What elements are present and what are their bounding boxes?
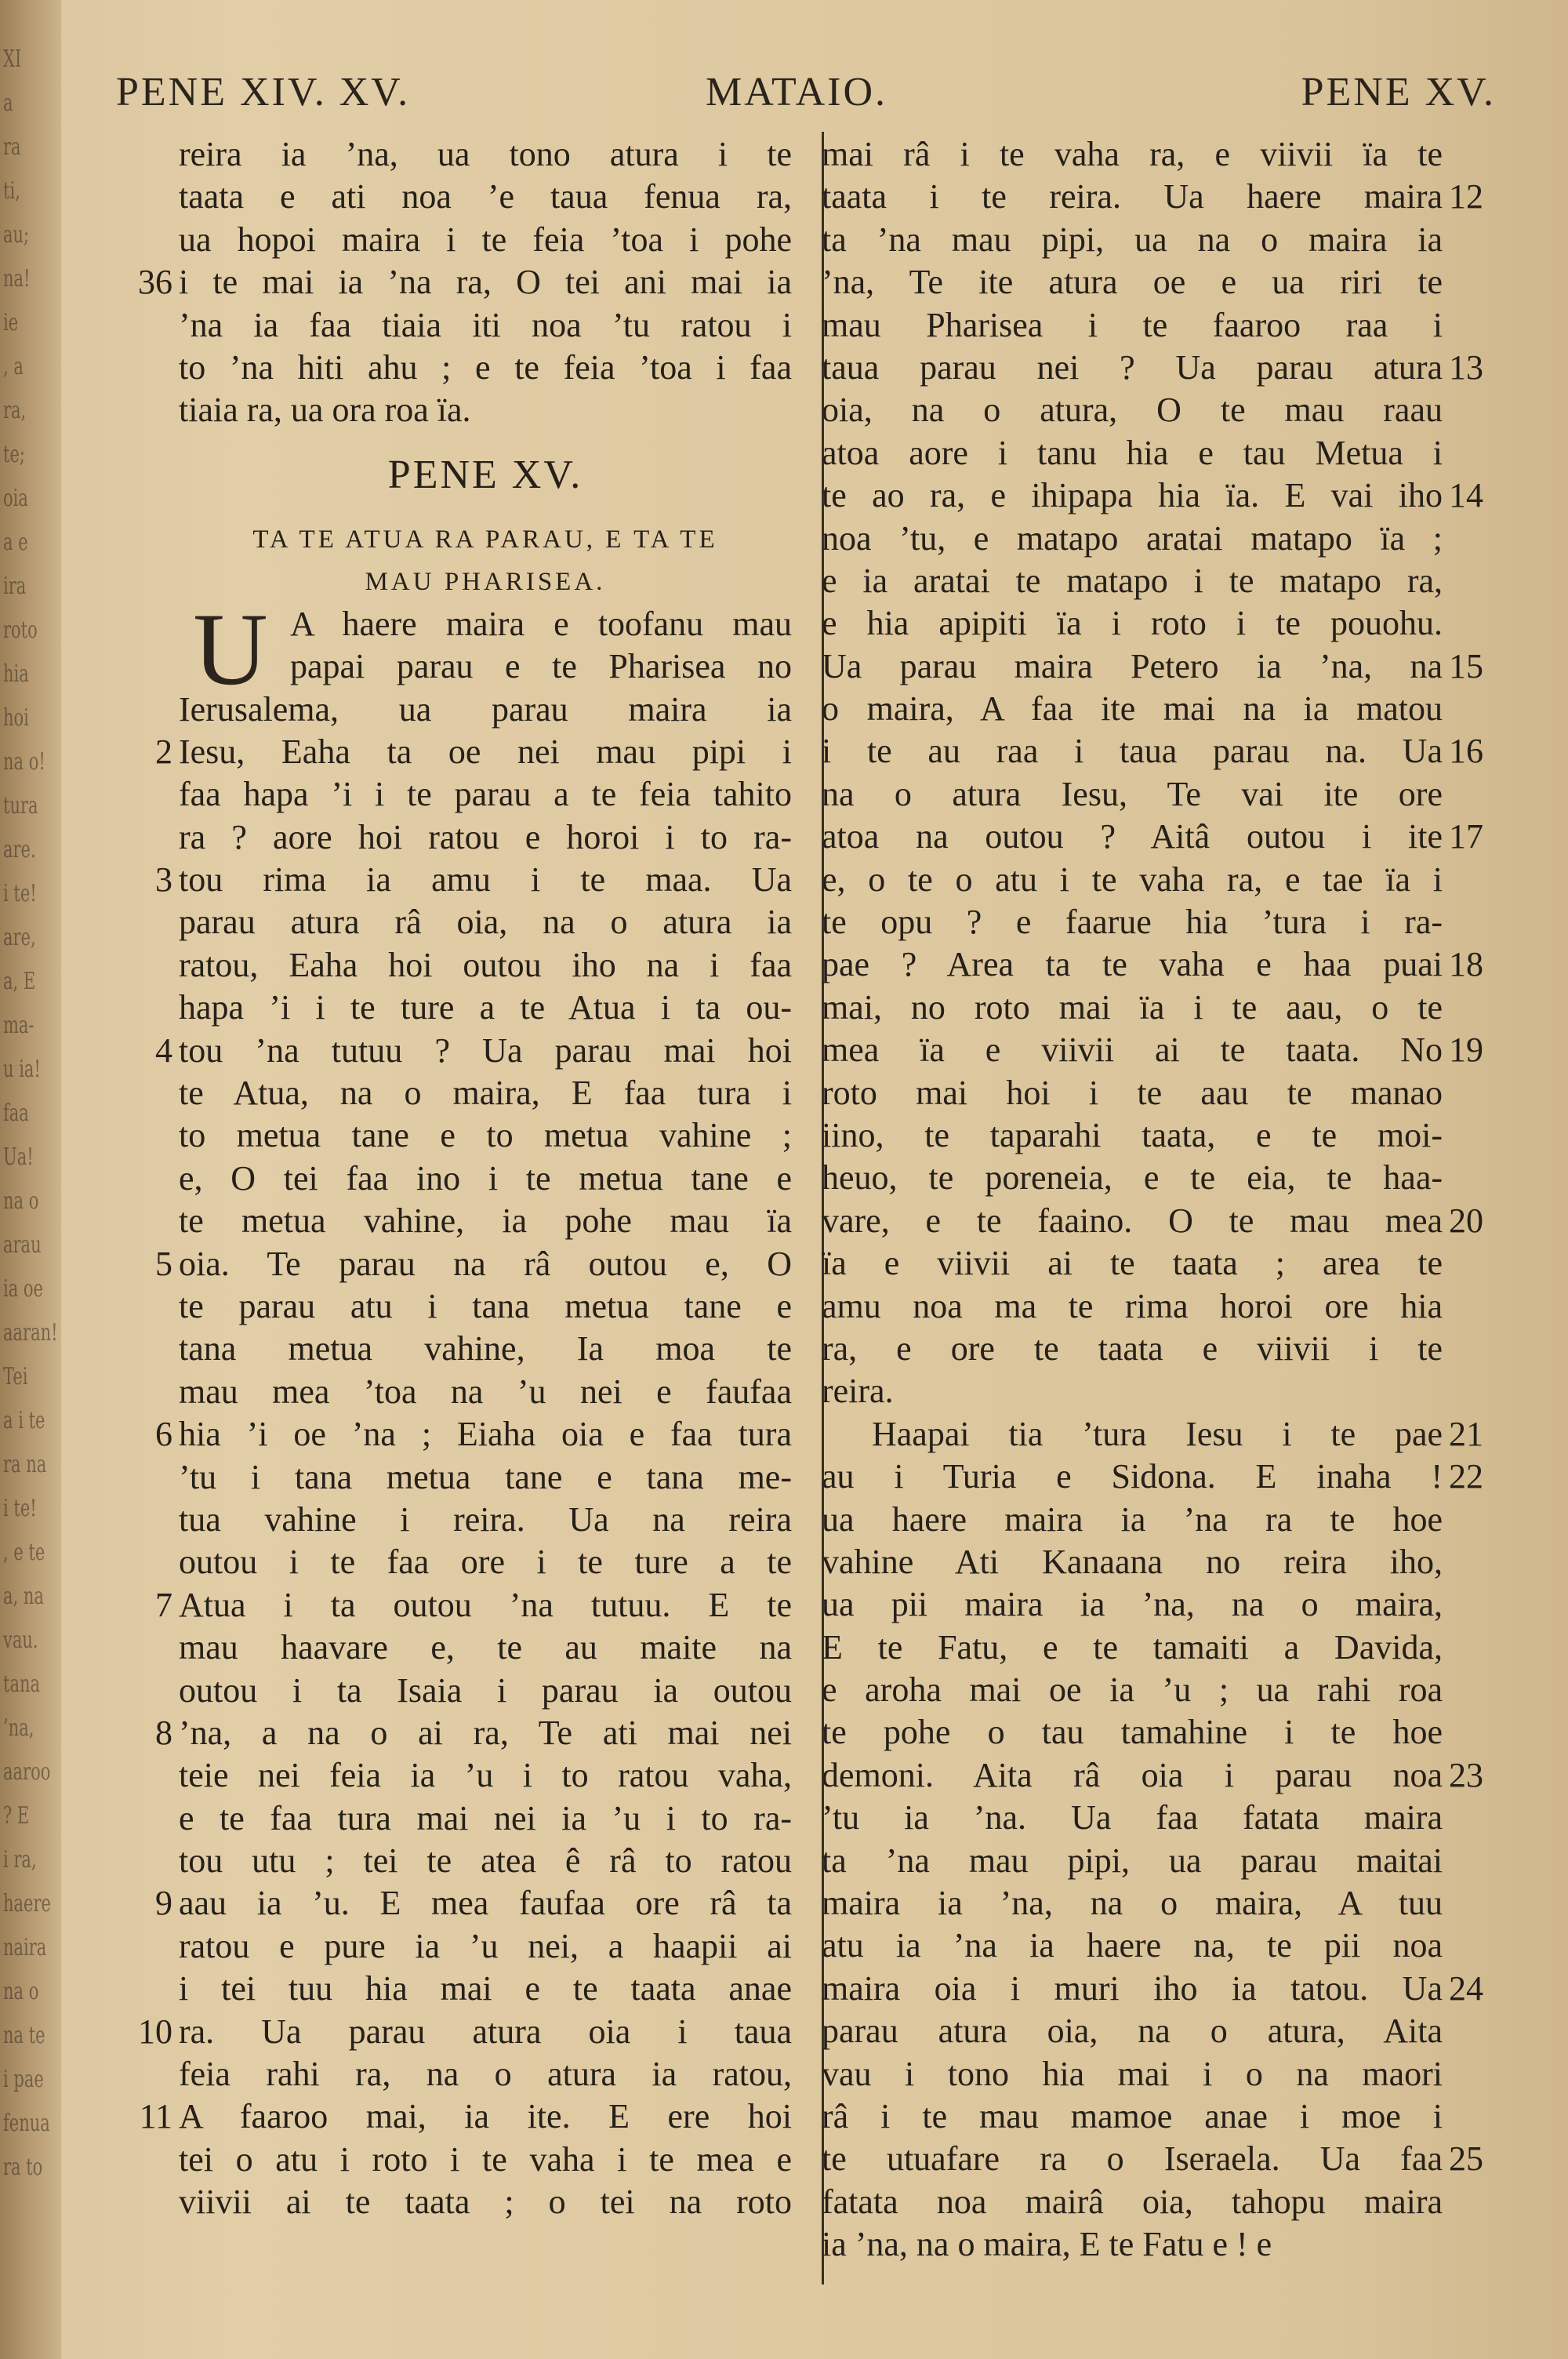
- text-line: [110, 304, 792, 347]
- text-line: [110, 347, 792, 389]
- text-line: [822, 645, 1504, 688]
- left-column: [110, 133, 792, 2224]
- facing-page-fragment: u ia!: [3, 1056, 41, 1083]
- facing-page-fragment: ti,: [3, 177, 20, 205]
- facing-page-fragment: oia: [3, 485, 28, 512]
- text-line: [110, 1200, 792, 1242]
- verse-text: tei o atu i roto i te vaha i te mea e: [179, 2139, 792, 2179]
- text-line: [822, 518, 1504, 560]
- verse-text: mau mea ’toa na ’u nei e faufaa: [179, 1372, 792, 1411]
- text-line: [110, 1030, 792, 1072]
- verse-text: Ierusalema, ua parau maira ia: [179, 689, 792, 729]
- verse-text: ratou e pure ia ’u nei, a haapii ai: [179, 1926, 792, 1965]
- verse-text: ’tu ia ’na. Ua faa fatata maira: [822, 1798, 1443, 1837]
- verse-number: 15: [1449, 646, 1483, 685]
- text-line: [110, 1243, 792, 1285]
- facing-page-fragment: i te!: [3, 1495, 37, 1522]
- text-line: [110, 731, 792, 773]
- text-line: [822, 474, 1504, 517]
- verse-number: 20: [1449, 1201, 1483, 1240]
- verse-text: noa ’tu, e matapo aratai matapo ïa ;: [822, 518, 1443, 558]
- verse-text: mau haavare e, te au maite na: [179, 1628, 792, 1667]
- verse-text: outou i ta Isaia i parau ia outou: [179, 1670, 792, 1710]
- verse-text: A faaroo mai, ia ite. E ere hoi: [179, 2097, 792, 2136]
- verse-number: 21: [1449, 1414, 1483, 1453]
- verse-text: ratou, Eaha hoi outou iho na i faa: [179, 945, 792, 984]
- text-line: [110, 1114, 792, 1157]
- text-line: [110, 1371, 792, 1413]
- facing-page-fragment: na o: [3, 1187, 39, 1215]
- chapter-15-text-right: [822, 133, 1504, 2266]
- verse-text: Iesu, Eaha ta oe nei mau pipi i: [179, 732, 792, 771]
- facing-page-fragment: na!: [3, 265, 31, 293]
- text-line: [110, 2139, 792, 2181]
- text-line: [110, 1158, 792, 1200]
- verse-text: vare, e te faaino. O te mau mea: [822, 1201, 1443, 1240]
- chapter-summary: [110, 518, 792, 603]
- verse-text: reira ia ’na, ua tono atura i te: [179, 135, 792, 173]
- verse-text: Atua i ta outou ’na tutuu. E te: [179, 1585, 792, 1624]
- verse-number: 9: [155, 1884, 172, 1923]
- verse-text: maira oia i muri iho ia tatou. Ua: [822, 1968, 1443, 2008]
- text-line: [110, 1670, 792, 1712]
- verse-text: e hia apipiti ïa i roto i te pouohu.: [822, 604, 1443, 643]
- text-line: [822, 1840, 1504, 1882]
- text-line: [822, 432, 1504, 474]
- verse-number: 3: [155, 860, 172, 900]
- verse-text: ta ’na mau pipi, ua parau maitai: [822, 1841, 1443, 1880]
- verse-number: 4: [155, 1030, 172, 1070]
- verse-text: aau ia ’u. E mea faufaa ore râ ta: [179, 1884, 792, 1923]
- facing-page-fragment: fenua: [3, 2110, 50, 2137]
- verse-number: 22: [1449, 1457, 1483, 1496]
- verse-text: tiaia ra, ua ora roa ïa.: [179, 391, 471, 430]
- verse-text: mau Pharisea i te faaroo raa i: [822, 305, 1443, 344]
- verse-text: ’na, a na o ai ra, Te ati mai nei: [179, 1713, 792, 1752]
- verse-number: 2: [155, 732, 172, 771]
- verse-text: ’na ia faa tiaia iti noa ’tu ratou i: [179, 305, 792, 344]
- text-line: [822, 1583, 1504, 1626]
- verse-number: 18: [1449, 945, 1483, 984]
- verse-text: ra, e ore te taata e viivii i te: [822, 1329, 1443, 1368]
- facing-page-fragment: ra,: [3, 397, 27, 424]
- verse-text: mai râ i te vaha ra, e viivii ïa te: [822, 135, 1443, 173]
- text-line: [110, 1456, 792, 1499]
- chapter-heading: PENE XV.: [387, 452, 583, 497]
- verse-text: te parau atu i tana metua tane e: [179, 1286, 792, 1325]
- verse-number: 17: [1449, 817, 1483, 856]
- facing-page-fragment: tura: [3, 792, 38, 820]
- verse-text: mea ïa e viivii ai te taata. No: [822, 1030, 1443, 1070]
- facing-page-fragment: naira: [3, 1934, 47, 1961]
- text-line: [110, 1328, 792, 1370]
- text-line: [822, 1114, 1504, 1157]
- verse-text: ’tu i tana metua tane e tana me-: [179, 1457, 792, 1496]
- verse-text: tana metua vahine, Ia moa te: [179, 1329, 792, 1369]
- verse-text: tua vahine i reira. Ua na reira: [179, 1499, 792, 1539]
- text-line: [822, 261, 1504, 304]
- facing-page-fragment: XI: [3, 45, 22, 73]
- facing-page-fragment: i te!: [3, 880, 37, 907]
- text-line: [822, 1711, 1504, 1754]
- verse-text: atoa aore i tanu hia e tau Metua i: [822, 433, 1443, 472]
- verse-text: teie nei feia ia ’u i to ratou vaha,: [179, 1756, 792, 1795]
- text-line: [110, 987, 792, 1029]
- verse-text: tou utu ; tei te atea ê râ to ratou: [179, 1841, 792, 1881]
- verse-text: te opu ? e faarue hia ’tura i ra-: [822, 903, 1443, 942]
- verse-text: hapa ’i i te ture a te Atua i ta ou-: [179, 988, 792, 1027]
- facing-page-fragment: na o!: [3, 748, 45, 776]
- text-line: [822, 1968, 1504, 2010]
- facing-page-fragment: ra: [3, 133, 21, 161]
- text-line: [822, 2181, 1504, 2223]
- text-line: [822, 688, 1504, 730]
- verse-text: ta ’na mau pipi, ua na o maira ia: [822, 220, 1443, 259]
- summary-line: MAU PHARISEA.: [365, 567, 606, 596]
- text-line: [822, 389, 1504, 431]
- header-book-title: MATAIO.: [706, 70, 888, 114]
- verse-text: to ’na hiti ahu ; e te feia ’toa i faa: [179, 347, 792, 387]
- verse-text: te metua vahine, ia pohe mau ïa: [179, 1201, 792, 1241]
- text-line: [110, 261, 792, 304]
- verse-text: hia ’i oe ’na ; Eiaha oia e faa tura: [179, 1415, 792, 1454]
- facing-page-fragment: a, E: [3, 968, 36, 995]
- text-line: [822, 1328, 1504, 1370]
- text-line: [822, 1285, 1504, 1328]
- facing-page-fragment: hia: [3, 660, 29, 688]
- facing-page-fragment: are,: [3, 924, 36, 951]
- text-line: [822, 1200, 1504, 1242]
- facing-page-fragment: aaran!: [3, 1319, 58, 1347]
- verse-text: na o atura Iesu, Te vai ite ore: [822, 774, 1443, 813]
- verse-text: e, O tei faa ino i te metua tane e: [179, 1158, 792, 1198]
- text-line: [822, 2223, 1504, 2266]
- chapter-15-text-left: [110, 689, 792, 2224]
- drop-cap-paragraph: [110, 591, 792, 707]
- verse-text: amu noa ma te rima horoi ore hia: [822, 1286, 1443, 1325]
- verse-text: te utuafare ra o Iseraela. Ua faa: [822, 2139, 1443, 2179]
- text-line: A haere maira e toofanu mau: [290, 604, 792, 643]
- text-line: [110, 1072, 792, 1114]
- text-line: [822, 1541, 1504, 1583]
- facing-page-fragment: tana: [3, 1670, 41, 1698]
- verse-text: taata e ati noa ’e taua fenua ra,: [179, 177, 792, 216]
- text-line: [822, 1413, 1504, 1456]
- verse-text: te ao ra, e ihipapa hia ïa. E vai iho: [822, 476, 1443, 515]
- verse-number: 10: [138, 2012, 172, 2051]
- verse-text: E te Fatu, e te tamaiti a Davida,: [822, 1627, 1443, 1667]
- facing-page-fragment: ma-: [3, 1012, 34, 1039]
- verse-text: pae ? Area ta te vaha e haa puai: [822, 945, 1443, 984]
- verse-number: 25: [1449, 2139, 1483, 2179]
- verse-text: reira.: [822, 1372, 894, 1411]
- facing-page-fragment: ’na,: [3, 1714, 34, 1742]
- verse-number: 19: [1449, 1030, 1483, 1070]
- facing-page-fragment: Ua!: [3, 1143, 34, 1171]
- verse-text: Ua parau maira Petero ia ’na, na: [822, 646, 1443, 685]
- facing-page-fragment: i ra,: [3, 1846, 37, 1874]
- verse-text: e te faa tura mai nei ia ’u i to ra-: [179, 1798, 792, 1837]
- verse-text: viivii ai te taata ; o tei na roto: [179, 2183, 792, 2222]
- facing-page-fragment: aaroo: [3, 1758, 51, 1786]
- text-line: [822, 347, 1504, 389]
- verse-text: te pohe o tau tamahine i te hoe: [822, 1713, 1443, 1752]
- text-line: [822, 602, 1504, 645]
- verse-number: 8: [155, 1713, 172, 1752]
- verse-text: râ i te mau mamoe anae i moe i: [822, 2096, 1443, 2135]
- facing-page-fragment: hoi: [3, 704, 29, 732]
- facing-page-fragment: a, na: [3, 1583, 44, 1610]
- verse-text: o maira, A faa ite mai na ia matou: [822, 689, 1443, 729]
- verse-text: e, o te o atu i te vaha ra, e tae ïa i: [822, 860, 1443, 899]
- verse-text: oia. Te parau na râ outou e, O: [179, 1244, 792, 1283]
- text-line: [110, 2181, 792, 2223]
- header-chapter-right: PENE XV.: [1301, 70, 1496, 114]
- verse-text: i te au raa i taua parau na. Ua: [822, 732, 1443, 771]
- facing-page-fragment: na o: [3, 1978, 39, 2005]
- text-line: [822, 2138, 1504, 2180]
- facing-page-fragment: are.: [3, 836, 36, 863]
- facing-page-fragment: ra to: [3, 2154, 43, 2181]
- text-line: [822, 1797, 1504, 1839]
- text-line: [822, 219, 1504, 261]
- verse-text: ua hopoi maira i te feia ’toa i pohe: [179, 220, 792, 259]
- text-line: [822, 1029, 1504, 1071]
- verse-text: faa hapa ’i i te parau a te feia tahito: [179, 775, 792, 814]
- verse-text: iino, te taparahi taata, e te moi-: [822, 1115, 1443, 1154]
- text-line: [822, 2095, 1504, 2138]
- text-line: [110, 1712, 792, 1754]
- text-line: [110, 1285, 792, 1328]
- chapter-14-ending: [110, 133, 792, 432]
- summary-line: TA TE ATUA RA PARAU, E TA TE: [252, 525, 718, 554]
- text-line: [110, 773, 792, 816]
- facing-page-fragment: , e te: [3, 1539, 45, 1566]
- verse-text: ra. Ua parau atura oia i taua: [179, 2012, 792, 2051]
- text-line: [110, 1968, 792, 2010]
- facing-page-fragment: ra na: [3, 1451, 47, 1478]
- verse-number: 16: [1449, 732, 1483, 771]
- text-line: [110, 1882, 792, 1925]
- verse-text: e aroha mai oe ia ’u ; ua rahi roa: [822, 1670, 1443, 1710]
- verse-text: vahine Ati Kanaana no reira iho,: [822, 1542, 1443, 1581]
- verse-text: i tei tuu hia mai e te taata anae: [179, 1969, 792, 2008]
- verse-number: 7: [155, 1585, 172, 1624]
- facing-page-fragment: au;: [3, 221, 30, 249]
- text-line: [822, 1499, 1504, 1541]
- text-line: [822, 1627, 1504, 1669]
- text-line: [822, 859, 1504, 901]
- verse-text: atu ia ’na ia haere na, te pii noa: [822, 1926, 1443, 1965]
- text-line: [110, 176, 792, 218]
- text-line: [822, 1456, 1504, 1498]
- verse-text: atoa na outou ? Aitâ outou i ite: [822, 817, 1443, 856]
- text-line: [110, 389, 792, 431]
- text-line: [110, 1840, 792, 1882]
- facing-page-fragment: ie: [3, 309, 19, 336]
- verse-text: roto mai hoi i te aau te manao: [822, 1073, 1443, 1112]
- facing-page-fragment: a i te: [3, 1407, 45, 1434]
- text-line: [822, 304, 1504, 347]
- header-chapter-left: PENE XIV. XV.: [116, 70, 411, 114]
- verse-text: outou i te faa ore i te ture a te: [179, 1543, 792, 1582]
- verse-text: ra ? aore hoi ratou e horoi i to ra-: [179, 817, 792, 856]
- text-line: [822, 1669, 1504, 1711]
- facing-page-fragment: roto: [3, 616, 38, 644]
- verse-text: oia, na o atura, O te mau raau: [822, 391, 1443, 430]
- verse-text: demoni. Aita râ oia i parau noa: [822, 1755, 1443, 1794]
- verse-number: 23: [1449, 1755, 1483, 1794]
- verse-number: 6: [155, 1415, 172, 1454]
- text-line: [110, 2095, 792, 2138]
- verse-text: te Atua, na o maira, E faa tura i: [179, 1074, 792, 1113]
- verse-text: parau atura oia, na o atura, Aita: [822, 2012, 1443, 2051]
- facing-page-fragment: ira: [3, 572, 27, 600]
- verse-text: taata i te reira. Ua haere maira: [822, 177, 1443, 216]
- verse-number: 14: [1449, 476, 1483, 515]
- facing-page-fragment: ia oe: [3, 1275, 43, 1303]
- verse-text: parau atura râ oia, na o atura ia: [179, 903, 792, 942]
- text-line: [110, 1584, 792, 1627]
- verse-text: fatata noa mairâ oia, tahopu maira: [822, 2182, 1443, 2221]
- text-line: [110, 2053, 792, 2095]
- verse-text: e ia aratai te matapo i te matapo ra,: [822, 561, 1443, 600]
- text-line: [110, 1541, 792, 1583]
- text-line: [822, 176, 1504, 218]
- text-line: [822, 1157, 1504, 1199]
- text-line: [110, 1627, 792, 1669]
- verse-text: Haapai tia ’tura Iesu i te pae: [872, 1414, 1443, 1453]
- facing-page-fragment: arau: [3, 1231, 42, 1259]
- text-line: papai parau e te Pharisea no: [290, 647, 792, 686]
- verse-text: feia rahi ra, na o atura ia ratou,: [179, 2055, 792, 2094]
- text-line: [822, 987, 1504, 1029]
- verse-text: tou ’na tutuu ? Ua parau mai hoi: [179, 1030, 792, 1070]
- verse-number: 13: [1449, 347, 1483, 387]
- verse-text: i te mai ia ’na ra, O tei ani mai ia: [179, 263, 792, 302]
- text-line: [822, 1882, 1504, 1925]
- facing-page-fragment: , a: [3, 353, 24, 380]
- verse-text: ia ’na, na o maira, E te Fatu e ! e: [822, 2225, 1272, 2264]
- text-line: [110, 133, 792, 176]
- verse-text: heuo, te poreneia, e te eia, te haa-: [822, 1158, 1443, 1198]
- text-line: [110, 901, 792, 943]
- verse-text: ’na, Te ite atura oe e ua riri te: [822, 263, 1443, 302]
- text-line: [110, 219, 792, 261]
- text-line: [822, 1370, 1504, 1412]
- verse-text: mai, no roto mai ïa i te aau, o te: [822, 987, 1443, 1027]
- verse-text: tou rima ia amu i te maa. Ua: [179, 860, 792, 900]
- facing-page-fragment: vau.: [3, 1627, 38, 1654]
- facing-page-fragment: ? E: [3, 1802, 30, 1830]
- text-line: [822, 2053, 1504, 2095]
- facing-page-fragment: i pae: [3, 2066, 44, 2093]
- verse-text: ua pii maira ia ’na, na o maira,: [822, 1585, 1443, 1624]
- text-line: [822, 560, 1504, 602]
- facing-page-fragment: a e: [3, 529, 28, 556]
- facing-page-fragment: faa: [3, 1100, 29, 1127]
- text-line: [822, 133, 1504, 176]
- text-line: [822, 1242, 1504, 1285]
- text-line: [110, 1925, 792, 1968]
- verse-number: 12: [1449, 177, 1483, 216]
- verse-number: 11: [139, 2097, 172, 2136]
- facing-page-fragment: haere: [3, 1890, 51, 1917]
- text-line: [822, 730, 1504, 772]
- text-line: [110, 1797, 792, 1840]
- text-line: [110, 944, 792, 987]
- text-line: [110, 689, 792, 731]
- text-line: [822, 1754, 1504, 1797]
- facing-page-fragment: a: [3, 89, 13, 117]
- text-line: [822, 2010, 1504, 2052]
- facing-page-fragment: na te: [3, 2022, 45, 2049]
- verse-number: 36: [138, 263, 172, 302]
- text-line: [822, 1925, 1504, 1967]
- text-line: [110, 859, 792, 901]
- verse-text: maira ia ’na, na o maira, A tuu: [822, 1884, 1443, 1923]
- verse-text: taua parau nei ? Ua parau atura: [822, 347, 1443, 387]
- text-line: [110, 1754, 792, 1797]
- text-line: [110, 1413, 792, 1456]
- facing-page-fragment: te;: [3, 441, 25, 468]
- text-line: [822, 816, 1504, 858]
- verse-number: 24: [1449, 1968, 1483, 2008]
- text-line: [110, 2011, 792, 2053]
- verse-number: 5: [155, 1244, 172, 1283]
- verse-text: au i Turia e Sidona. E inaha !: [822, 1457, 1443, 1496]
- facing-page-margin: [0, 0, 61, 2359]
- text-line: [822, 773, 1504, 816]
- drop-cap: U: [193, 591, 268, 707]
- text-line: [822, 1072, 1504, 1114]
- text-line: [822, 901, 1504, 943]
- verse-text: vau i tono hia mai i o na maori: [822, 2054, 1443, 2093]
- verse-text: to metua tane e to metua vahine ;: [179, 1116, 792, 1155]
- text-line: [822, 943, 1504, 986]
- text-line: [110, 816, 792, 859]
- verse-text: ua haere maira ia ’na ra te hoe: [822, 1499, 1443, 1539]
- right-column: [822, 133, 1504, 2266]
- running-header: [0, 69, 1568, 124]
- verse-text: ïa e viivii ai te taata ; area te: [822, 1244, 1443, 1283]
- facing-page-fragment: Tei: [3, 1363, 28, 1390]
- text-line: [110, 1499, 792, 1541]
